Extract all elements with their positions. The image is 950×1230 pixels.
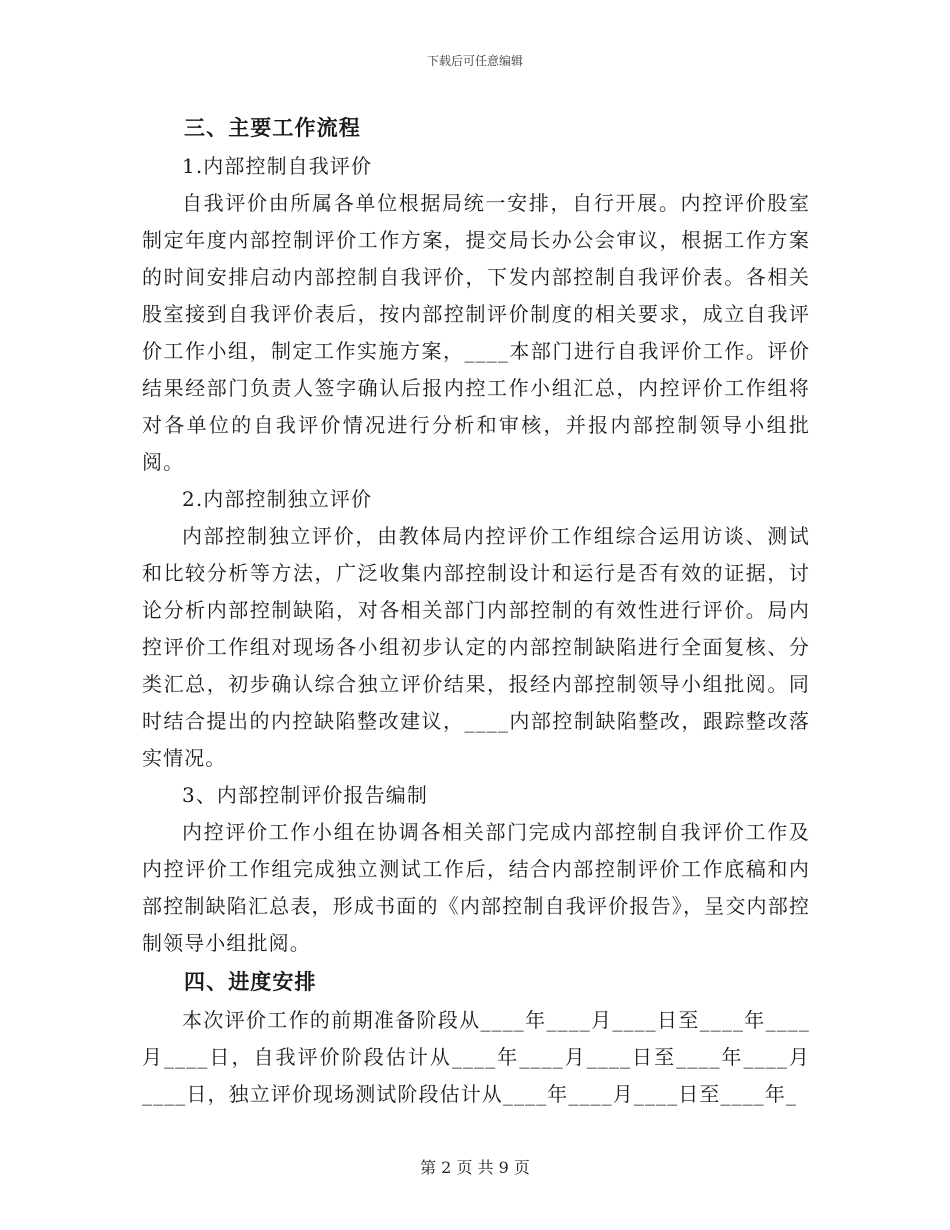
section-heading-schedule: 四、进度安排 bbox=[184, 969, 317, 994]
section-heading-workflow: 三、主要工作流程 bbox=[184, 115, 361, 140]
paragraph-self-evaluation: 自我评价由所属各单位根据局统一安排，自行开展。内控评价股室制定年度内部控制评价工作方案，提交局长办公会审议，根据工作方案的时间安排启动内部控制自我评价，下发内部控制自我评价表。各相关股室接到自我评价表后，按内部控制评价制度的相关要求，成立自我评价工作小组，制定工作实施方案，____本部门进行自我评价工作。评价结果经部门负责人签字确认后报内控工作小组汇总，内控评价工作组将对各单位的自我评价情况进行分析和审核，并报内部控制领导小组批阅。 bbox=[142, 191, 810, 474]
page-header: 下载后可任意编辑 bbox=[426, 54, 523, 68]
paragraph-report-compilation: 内控评价工作小组在协调各相关部门完成内部控制自我评价工作及内控评价工作组完成独立测试工作后，结合内部控制评价工作底稿和内部控制缺陷汇总表，形成书面的《内部控制自我评价报告》，呈交内部控制领导小组批阅。 bbox=[142, 820, 810, 955]
document-body bbox=[142, 108, 810, 1113]
paragraph-schedule: 本次评价工作的前期准备阶段从____年____月____日至____年____月____日，自我评价阶段估计从____年____月____日至____年____月____日，独立评价现场测试阶段估计从____年____月____日至____年_ bbox=[142, 1008, 810, 1106]
subheading-self-evaluation: 1.内部控制自我评价 bbox=[182, 154, 373, 178]
page-footer: 第 2 页 共 9 页 bbox=[420, 1158, 530, 1177]
subheading-report-compilation: 3、内部控制评价报告编制 bbox=[182, 783, 428, 807]
paragraph-independent-evaluation: 内部控制独立评价，由教体局内控评价工作组综合运用访谈、测试和比较分析等方法，广泛收集内部控制设计和运行是否有效的证据，讨论分析内部控制缺陷，对各相关部门内部控制的有效性进行评价。局内控评价工作组对现场各小组初步认定的内部控制缺陷进行全面复核、分类汇总，初步确认综合独立评价结果，报经内部控制领导小组批阅。同时结合提出的内控缺陷整改建议，____内部控制缺陷整改，跟踪整改落实情况。 bbox=[142, 524, 810, 770]
subheading-independent-evaluation: 2.内部控制独立评价 bbox=[182, 487, 373, 511]
